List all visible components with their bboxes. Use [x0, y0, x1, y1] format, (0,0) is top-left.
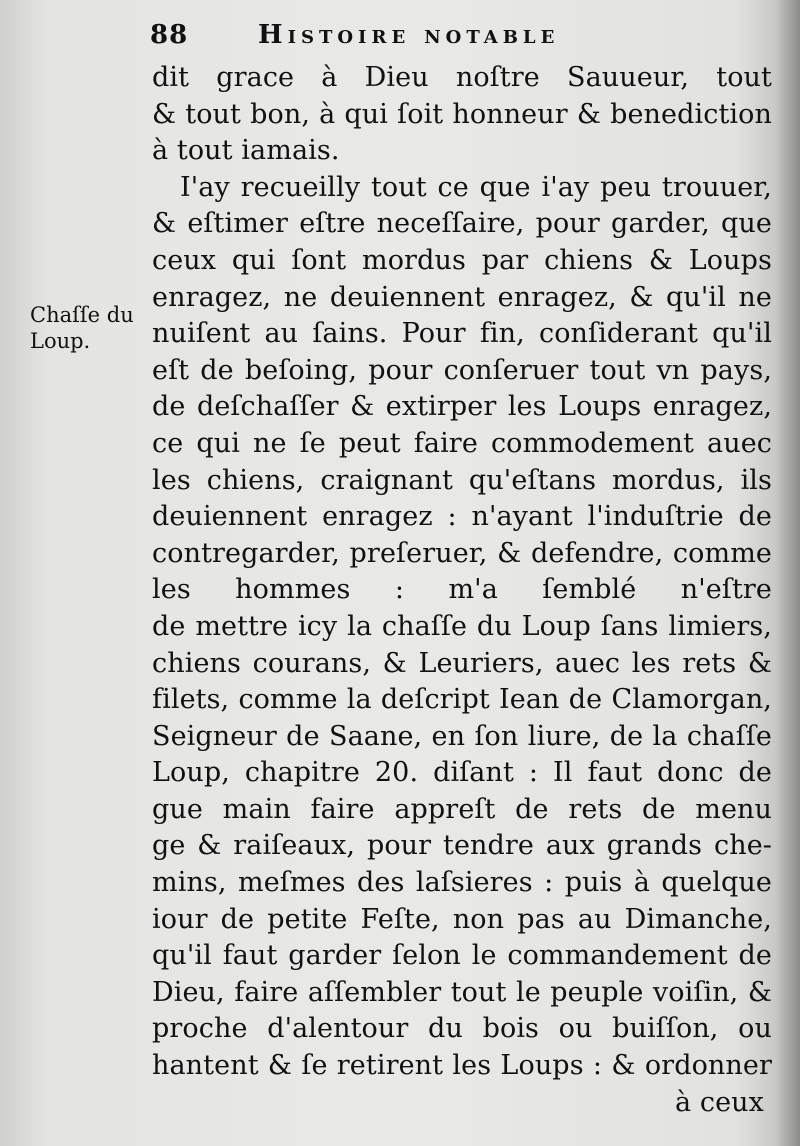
- marginal-note-line: Chaſſe du: [30, 303, 134, 327]
- text-line: les hommes : m'a ſemblé n'eſtre: [152, 574, 772, 606]
- running-title: Histoire notable: [258, 20, 560, 50]
- text-line: ceux qui ſont mordus par chiens & Loups: [152, 244, 772, 276]
- text-line: dit grace à Dieu noſtre Sauueur, tout: [152, 62, 772, 93]
- text-line: contregarder, preſeruer, & defendre, comme: [152, 537, 772, 569]
- text-line: de mettre icy la chaſſe du Loup ſans limiers,: [152, 610, 772, 642]
- text-line: enragez, ne deuiennent enragez, & qu'il ne: [152, 281, 772, 313]
- text-line: iour de petite Feſte, non pas au Dimanche,: [152, 903, 772, 935]
- page-header: [150, 20, 670, 60]
- text-line: & tout bon, à qui ſoit honneur & benediction: [152, 98, 772, 130]
- marginal-note: [30, 302, 150, 354]
- text-line: à tout iamais.: [152, 135, 340, 167]
- text-line: les chiens, craignant qu'eſtans mordus, ils: [152, 464, 772, 496]
- text-line: proche d'alentour du bois ou buiſſon, ou: [152, 1013, 772, 1045]
- text-line: deuiennent enragez : n'ayant l'induſtrie de: [152, 501, 772, 533]
- text-line: & eſtimer eſtre neceſſaire, pour garder, que: [152, 208, 772, 240]
- binding-shadow: [775, 0, 800, 1146]
- text-line: ge & raiſeaux, pour tendre aux grands che-: [152, 830, 772, 862]
- body-text: [152, 60, 772, 1121]
- marginal-note-line: Loup.: [30, 329, 91, 353]
- page-number: 88: [150, 20, 189, 50]
- text-line: ce qui ne ſe peut faire commodement auec: [152, 427, 772, 459]
- text-line: Dieu, faire aſſembler tout le peuple voiſin, &: [152, 976, 772, 1008]
- text-line: qu'il faut garder ſelon le commandement de: [152, 940, 772, 972]
- text-line: I'ay recueilly tout ce que i'ay peu trouuer,: [180, 171, 772, 203]
- text-line: mins, meſmes des laſsieres : puis à quelque: [152, 867, 772, 899]
- text-line: chiens courans, & Leuriers, auec les rets &: [152, 647, 772, 679]
- text-line: Loup, chapitre 20. diſant : Il faut donc de: [152, 757, 772, 789]
- text-line: gue main faire appreſt de rets de menu: [152, 793, 772, 825]
- text-line: de deſchaſſer & extirper les Loups enragez,: [152, 391, 772, 423]
- catchword: à ceux: [675, 1086, 764, 1118]
- text-line: nuiſent au ſains. Pour fin, conſiderant qu'il: [152, 318, 772, 350]
- text-line: hantent & ſe retirent les Loups : & ordonner: [152, 1050, 772, 1082]
- text-line: Seigneur de Saane, en ſon liure, de la chaſſe: [152, 720, 772, 752]
- text-line: eſt de beſoing, pour conſeruer tout vn pays,: [152, 354, 772, 386]
- text-line: filets, comme la deſcript Iean de Clamorgan,: [152, 684, 772, 716]
